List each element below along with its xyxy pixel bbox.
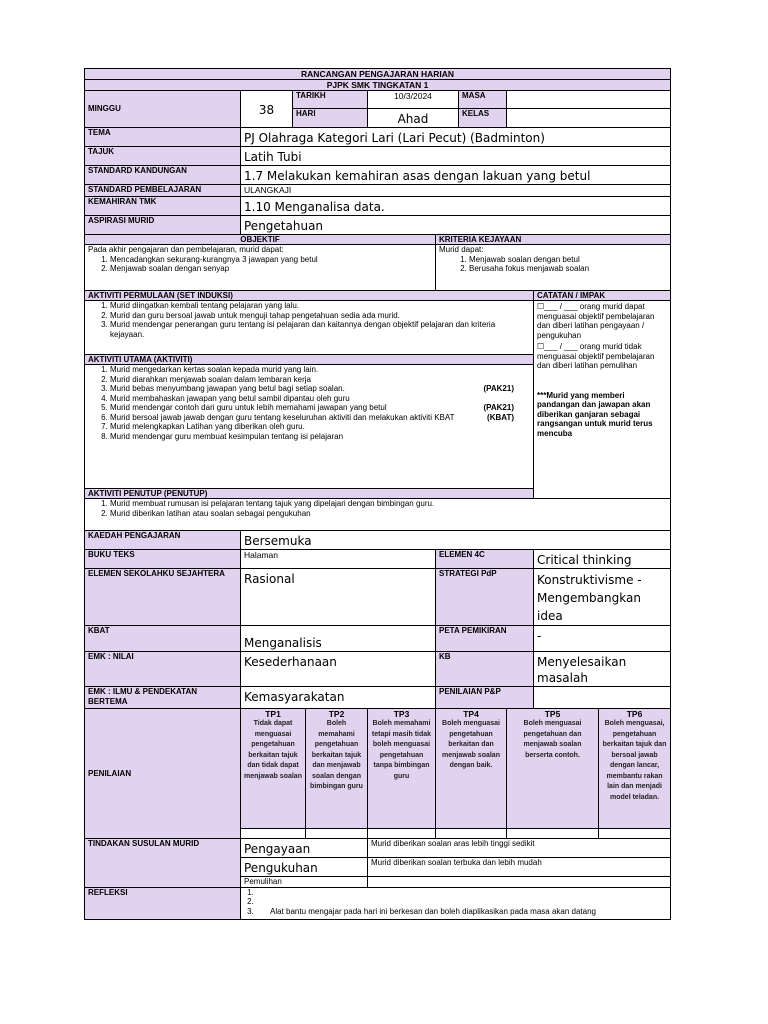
tp2-mark[interactable] <box>306 829 368 839</box>
tp1-mark[interactable] <box>241 829 306 839</box>
tp-level-desc: Boleh menguasai, pengetahuan berkaitan tajuk dan bersoal jawab dengan lancar, membantu rakan lain dan menjadi model teladan. <box>602 720 667 801</box>
kbat-label: KBAT <box>85 626 241 652</box>
refleksi-body <box>241 887 671 919</box>
refleksi-item <box>256 897 667 907</box>
masa-value <box>507 91 671 109</box>
standard-pembelajaran-label: STANDARD PEMBELAJARAN <box>85 185 241 197</box>
hari-label: HARI <box>293 109 368 128</box>
kriteria-body <box>436 245 671 291</box>
utama-item-row <box>110 365 530 375</box>
objektif-intro: Pada akhir pengajaran dan pembelajaran, murid dapat: <box>88 245 284 254</box>
aspirasi-value: Pengetahuan <box>241 216 671 235</box>
penilaian-pp-label: PENILAIAN P&P <box>436 687 534 709</box>
permulaan-item: 1. Murid diingatkan kembali tentang pelajaran yang lalu. <box>110 301 530 311</box>
tajuk-value: Latih Tubi <box>241 147 671 166</box>
elemen4c-value: Critical thinking <box>534 550 671 569</box>
utama-item-row <box>110 394 530 404</box>
kemahiran-tmk-value: 1.10 Menganalisa data. <box>241 197 671 216</box>
tema-value: PJ Olahraga Kategori Lari (Lari Pecut) (Badminton) <box>241 128 671 147</box>
utama-item <box>110 365 530 375</box>
document-title: RANCANGAN PENGAJARAN HARIAN <box>85 69 671 80</box>
refleksi-item <box>256 888 667 898</box>
tp2-cell <box>306 709 368 829</box>
utama-item <box>110 394 530 404</box>
lesson-plan-document <box>84 68 670 920</box>
penutup-body <box>85 499 671 531</box>
buku-value: Halaman <box>241 550 436 569</box>
peta-value: - <box>534 626 671 652</box>
penutup-item: 2. Murid diberikan latihan atau soalan sebagai pengukuhan <box>110 509 570 519</box>
utama-item <box>110 432 530 442</box>
utama-list <box>88 365 530 441</box>
minggu-value: 38 <box>241 91 293 128</box>
emk-nilai-label: EMK : NILAI <box>85 652 241 687</box>
lesson-plan-table <box>84 68 671 920</box>
utama-item-text: 3. Murid bebas menyumbang jawapan yang betul bagi setiap soalan. <box>110 384 345 393</box>
sejahtera-value: Rasional <box>241 569 436 626</box>
refleksi-label: REFLEKSI <box>85 887 241 919</box>
objektif-body <box>85 245 436 291</box>
objektif-heading: OBJEKTIF <box>85 235 436 245</box>
tp3-cell <box>368 709 436 829</box>
tp-level-desc: Boleh menguasai pengetahuan berkaitan dan menjawab soalan dengan baik. <box>442 720 500 769</box>
utama-item-row <box>110 422 530 432</box>
kriteria-item: 2. Berusaha fokus menjawab soalan <box>469 264 667 274</box>
strategi-label: STRATEGI PdP <box>436 569 534 626</box>
refleksi-item: 3. Alat bantu mengajar pada hari ini berkesan dan boleh diaplikasikan pada masa akan datang <box>256 907 667 917</box>
utama-item-tag: (PAK21) <box>483 403 514 412</box>
tp5-mark[interactable] <box>507 829 599 839</box>
utama-item <box>110 413 530 423</box>
utama-item-text: 2. Murid diarahkan menjawab soalan dalam lembaran kerja <box>110 374 311 384</box>
utama-item-text: 1. Murid mengedarkan kertas soalan kepada murid yang lain. <box>110 365 319 374</box>
peta-label: PETA PEMIKIRAN <box>436 626 534 652</box>
tp4-mark[interactable] <box>436 829 507 839</box>
utama-item <box>110 403 530 413</box>
susulan-label: TINDAKAN SUSULAN MURID <box>85 839 241 888</box>
emk-ilmu-label: EMK : ILMU & PENDEKATAN BERTEMA <box>85 687 241 709</box>
tp6-cell <box>599 709 671 829</box>
standard-kandungan-label: STANDARD KANDUNGAN <box>85 166 241 185</box>
kriteria-heading: KRITERIA KEJAYAAN <box>436 235 671 245</box>
kelas-label: KELAS <box>459 109 507 128</box>
pemulihan-text <box>368 877 671 888</box>
tp3-mark[interactable] <box>368 829 436 839</box>
buku-label: BUKU TEKS <box>85 550 241 569</box>
standard-kandungan-value: 1.7 Melakukan kemahiran asas dengan lakuan yang betul <box>241 166 671 185</box>
tema-label: TEMA <box>85 128 241 147</box>
utama-item-row <box>110 432 530 442</box>
tp1-cell <box>241 709 306 829</box>
tp-level-name: TP1 <box>265 709 281 719</box>
utama-item-row <box>110 384 530 394</box>
pengukuhan-text: Murid diberikan soalan terbuka dan lebih mudah <box>368 858 671 877</box>
tarikh-value: 10/3/2024 <box>368 91 459 109</box>
pengukuhan-label: Pengukuhan <box>241 858 368 877</box>
catatan-note: ***Murid yang memberi pandangan dan jawapan akan diberikan ganjaran sebagai rangsangan untuk murid terus mencuba <box>537 390 653 438</box>
penutup-item: 1. Murid membuat rumusan isi pelajaran tentang tajuk yang dipelajari dengan bimbingan guru. <box>110 499 570 509</box>
emk-nilai-value: Kesederhanaan <box>241 652 436 687</box>
utama-body <box>85 365 534 489</box>
tp5-cell <box>507 709 599 829</box>
permulaan-body <box>85 301 534 355</box>
kemahiran-tmk-label: KEMAHIRAN TMK <box>85 197 241 216</box>
utama-item-text: 6. Murid bersoal jawab jawab dengan guru tentang keseluruhan aktiviti dan melakukan aktiviti KBAT <box>110 412 455 422</box>
sejahtera-label: ELEMEN SEKOLAHKU SEJAHTERA <box>85 569 241 626</box>
strategi-value: Konstruktivisme - Mengembangkan idea <box>534 569 671 626</box>
utama-item-row <box>110 413 530 423</box>
kb-label: KB <box>436 652 534 687</box>
utama-item-text: 7. Murid melengkapkan Latihan yang diberikan oleh guru. <box>110 422 305 431</box>
tajuk-label: TAJUK <box>85 147 241 166</box>
objektif-item: 1. Mencadangkan sekurang-kurangnya 3 jawapan yang betul <box>110 255 432 265</box>
kriteria-intro: Murid dapat: <box>439 245 484 254</box>
document-subtitle: PJPK SMK TINGKATAN 1 <box>85 80 671 91</box>
tp-level-desc: Boleh memahami tetapi masih tidak boleh menguasai pengetahuan tanpa bimbingan guru <box>371 720 432 780</box>
kriteria-item: 1. Menjawab soalan dengan betul <box>469 255 667 265</box>
penilaian-pp-value <box>534 687 671 709</box>
kbat-value: Menganalisis <box>241 626 436 652</box>
tp-level-desc: Boleh memahami pengetahuan berkaitan tajuk dan menjawab soalan dengan bimbingan guru <box>310 720 363 790</box>
elemen4c-label: ELEMEN 4C <box>436 550 534 569</box>
catatan-line-1: ☐___ / ___ orang murid dapat menguasai objektif pembelajaran dan diberi latihan pengayaan / pengukuhan <box>537 302 655 340</box>
utama-item <box>110 375 530 385</box>
emk-ilmu-value: Kemasyarakatan <box>241 687 436 709</box>
utama-item-text: 5. Murid mendengar contoh dari guru untuk lebih memahami jawapan yang betul <box>110 403 387 412</box>
tp-level-name: TP3 <box>393 709 410 719</box>
hari-value: Ahad <box>368 109 459 128</box>
permulaan-item: 2. Murid dan guru bersoal jawab untuk menguji tahap pengetahuan sedia ada murid. <box>110 311 530 321</box>
catatan-heading: CATATAN / IMPAK <box>534 291 671 301</box>
aspirasi-label: ASPIRASI MURID <box>85 216 241 235</box>
pengayaan-text: Murid diberikan soalan aras lebih tinggi sedikit <box>368 839 671 858</box>
tp-level-desc: Boleh menguasai pengetahuan dan menjawab soalan berserta contoh. <box>523 720 582 759</box>
catatan-line-2: ☐___ / ___ orang murid tidak menguasai objektif pembelajaran dan diberi latihan pemulihan <box>537 342 655 370</box>
pemulihan-label: Pemulihan <box>241 877 368 888</box>
kaedah-label: KAEDAH PENGAJARAN <box>85 531 241 550</box>
tp-level-name: TP2 <box>328 709 345 719</box>
tp6-mark[interactable] <box>599 829 671 839</box>
kb-value: Menyelesaikan masalah <box>534 652 671 687</box>
utama-item-row <box>110 403 530 413</box>
penutup-heading: AKTIVITI PENUTUP (PENUTUP) <box>85 489 534 499</box>
utama-heading: AKTIVITI UTAMA (AKTIVITI) <box>85 355 534 365</box>
utama-item-row <box>110 375 530 385</box>
catatan-body <box>534 301 671 499</box>
tarikh-label: TARIKH <box>293 91 368 109</box>
standard-pembelajaran-value: ULANGKAJI <box>241 185 671 197</box>
tp4-cell <box>436 709 507 829</box>
tp-level-name: TP4 <box>463 709 479 719</box>
utama-item-tag: (PAK21) <box>483 384 514 393</box>
penilaian-label: PENILAIAN <box>85 709 241 839</box>
kaedah-value: Bersemuka <box>241 531 671 550</box>
masa-label: MASA <box>459 91 507 109</box>
tp-level-name: TP5 <box>544 709 561 719</box>
permulaan-item: 3. Murid mendengar penerangan guru tentang isi pelajaran dan kaitannya dengan objektif pelajaran dan kriteria kejayaan. <box>110 320 530 339</box>
minggu-label: MINGGU <box>85 91 241 128</box>
utama-item <box>110 384 530 394</box>
utama-item-text: 8. Murid mendengar guru membuat kesimpulan tentang isi pelajaran <box>110 431 344 441</box>
kelas-value <box>507 109 671 128</box>
permulaan-heading: AKTIVITI PERMULAAN (SET INDUKSI) <box>85 291 534 301</box>
pengayaan-label: Pengayaan <box>241 839 368 858</box>
utama-item-tag: (KBAT) <box>487 412 514 422</box>
objektif-item: 2. Menjawab soalan dengan senyap <box>110 264 432 274</box>
tp-level-desc: Tidak dapat menguasai pengetahuan berkaitan tajuk dan tidak dapat menjawab soalan <box>244 720 302 780</box>
utama-item-text: 4. Murid membahaskan jawapan yang betul sambil dipantau oleh guru <box>110 393 350 403</box>
tp-level-name: TP6 <box>626 709 643 719</box>
utama-item <box>110 422 530 432</box>
